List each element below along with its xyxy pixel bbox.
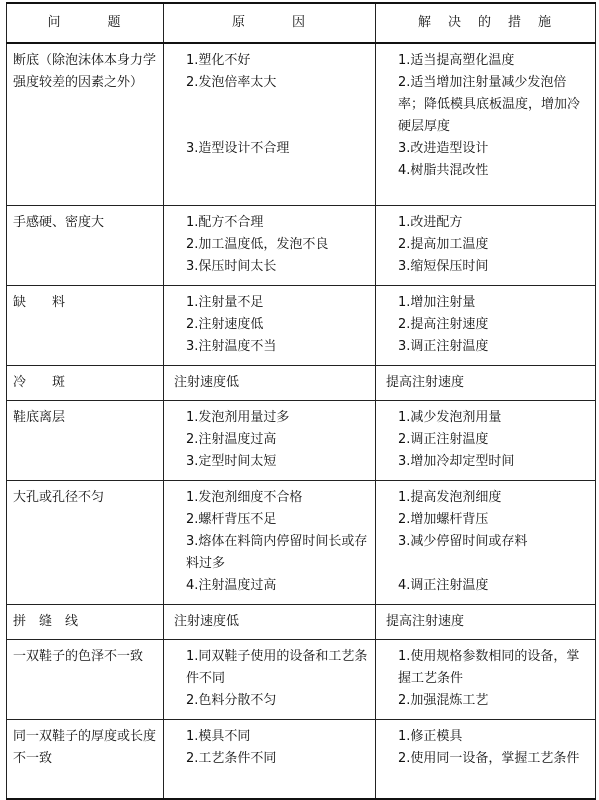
solution-item: 1.改进配方 [398,214,463,230]
cause-item: 2.色料分散不匀 [186,692,277,708]
cause-item: 注射速度低 [174,374,240,390]
cause-item: 3.定型时间太短 [186,453,277,469]
solution-item: 提高注射速度 [386,374,465,390]
solution-cell [376,400,596,480]
table-row [7,604,596,639]
solution-cell [376,365,596,400]
solution-item: 4.调正注射温度 [398,577,489,593]
table-row [7,285,596,365]
spacer [386,553,591,575]
table-row [7,639,596,719]
solution-item: 2.提高注射速度 [398,316,489,332]
problem-cell [7,285,164,365]
solution-item: 2.适当增加注射量减少发泡倍率；降低模具底板温度，增加冷硬层厚度 [398,75,581,134]
solution-item: 3.减少停留时间或存料 [398,533,528,549]
cause-item: 2.发泡倍率太大 [186,75,277,90]
cause-item: 2.加工温度低，发泡不良 [186,236,329,252]
header-cause: 原 因 [164,3,376,43]
spacer [174,94,371,116]
problem-cell [7,480,164,604]
cause-item: 3.熔体在料筒内停留时间长或存料过多 [186,533,368,571]
table-row [7,719,596,799]
solution-item: 1.减少发泡剂用量 [398,409,502,425]
problem-cell [7,639,164,719]
defect-solution-table [6,2,596,800]
problem-text: 缺 料 [13,294,66,310]
cause-cell [164,639,376,719]
solution-item: 2.使用同一设备，掌握工艺条件 [398,750,580,766]
problem-text: 拼 缝 线 [13,613,79,629]
solution-item: 1.适当提高塑化温度 [398,53,515,68]
cause-item: 1.发泡剂用量过多 [186,409,290,425]
problem-text: 大孔或孔径不匀 [13,489,105,505]
cause-item: 2.注射温度过高 [186,431,277,447]
cause-item: 2.工艺条件不同 [186,750,277,766]
problem-cell [7,719,164,799]
cause-cell [164,719,376,799]
problem-cell [7,400,164,480]
cause-item: 4.注射温度过高 [186,577,277,593]
solution-cell [376,285,596,365]
cause-cell [164,285,376,365]
cause-item: 1.配方不合理 [186,214,264,230]
solution-item: 3.增加冷却定型时间 [398,453,515,469]
cause-item: 3.造型设计不合理 [186,141,290,156]
cause-item: 1.发泡剂细度不合格 [186,489,303,505]
cause-item: 1.模具不同 [186,728,251,744]
solution-cell [376,719,596,799]
problem-text: 手感硬、密度大 [13,214,105,230]
solution-item: 3.改进造型设计 [398,141,489,156]
problem-text: 同一双鞋子的厚度或长度不一致 [13,728,157,766]
table-header-row [7,3,596,43]
problem-text: 冷 斑 [13,374,66,390]
problem-text: 断底（除泡沫体本身力学强度较差的因素之外） [13,53,157,90]
cause-cell [164,365,376,400]
header-problem: 问 题 [7,3,164,43]
solution-item: 1.增加注射量 [398,294,476,310]
cause-item: 2.注射速度低 [186,316,264,332]
solution-cell [376,43,596,205]
solution-item: 1.提高发泡剂细度 [398,489,502,505]
cause-item: 1.注射量不足 [186,294,264,310]
cause-cell [164,400,376,480]
table-row [7,400,596,480]
solution-item: 3.缩短保压时间 [398,258,489,274]
spacer [174,116,371,138]
solution-item: 2.增加螺杆背压 [398,511,489,527]
solution-item: 3.调正注射温度 [398,338,489,354]
cause-cell [164,480,376,604]
problem-cell [7,43,164,205]
cause-cell [164,205,376,285]
solution-item: 4.树脂共混改性 [398,163,489,178]
solution-item: 提高注射速度 [386,613,465,629]
solution-cell [376,480,596,604]
table-row [7,365,596,400]
solution-item: 2.加强混炼工艺 [398,692,489,708]
cause-item: 2.螺杆背压不足 [186,511,277,527]
cause-item: 1.塑化不好 [186,53,251,68]
problem-cell [7,205,164,285]
table-row [7,205,596,285]
problem-cell [7,365,164,400]
problem-cell [7,604,164,639]
cause-item: 1.同双鞋子使用的设备和工艺条件不同 [186,648,368,686]
solution-item: 1.使用规格参数相同的设备，掌握工艺条件 [398,648,580,686]
problem-text: 一双鞋子的色泽不一致 [13,648,144,664]
header-solution: 解 决 的 措 施 [376,3,596,43]
problem-text: 鞋底离层 [13,409,66,425]
solution-item: 2.调正注射温度 [398,431,489,447]
cause-cell [164,43,376,205]
solution-item: 1.修正模具 [398,728,463,744]
table-row [7,480,596,604]
table-row [7,43,596,205]
solution-item: 2.提高加工温度 [398,236,489,252]
cause-item: 3.保压时间太长 [186,258,277,274]
solution-cell [376,205,596,285]
cause-item: 注射速度低 [174,613,240,629]
cause-item: 3.注射温度不当 [186,338,277,354]
solution-cell [376,639,596,719]
cause-cell [164,604,376,639]
solution-cell [376,604,596,639]
